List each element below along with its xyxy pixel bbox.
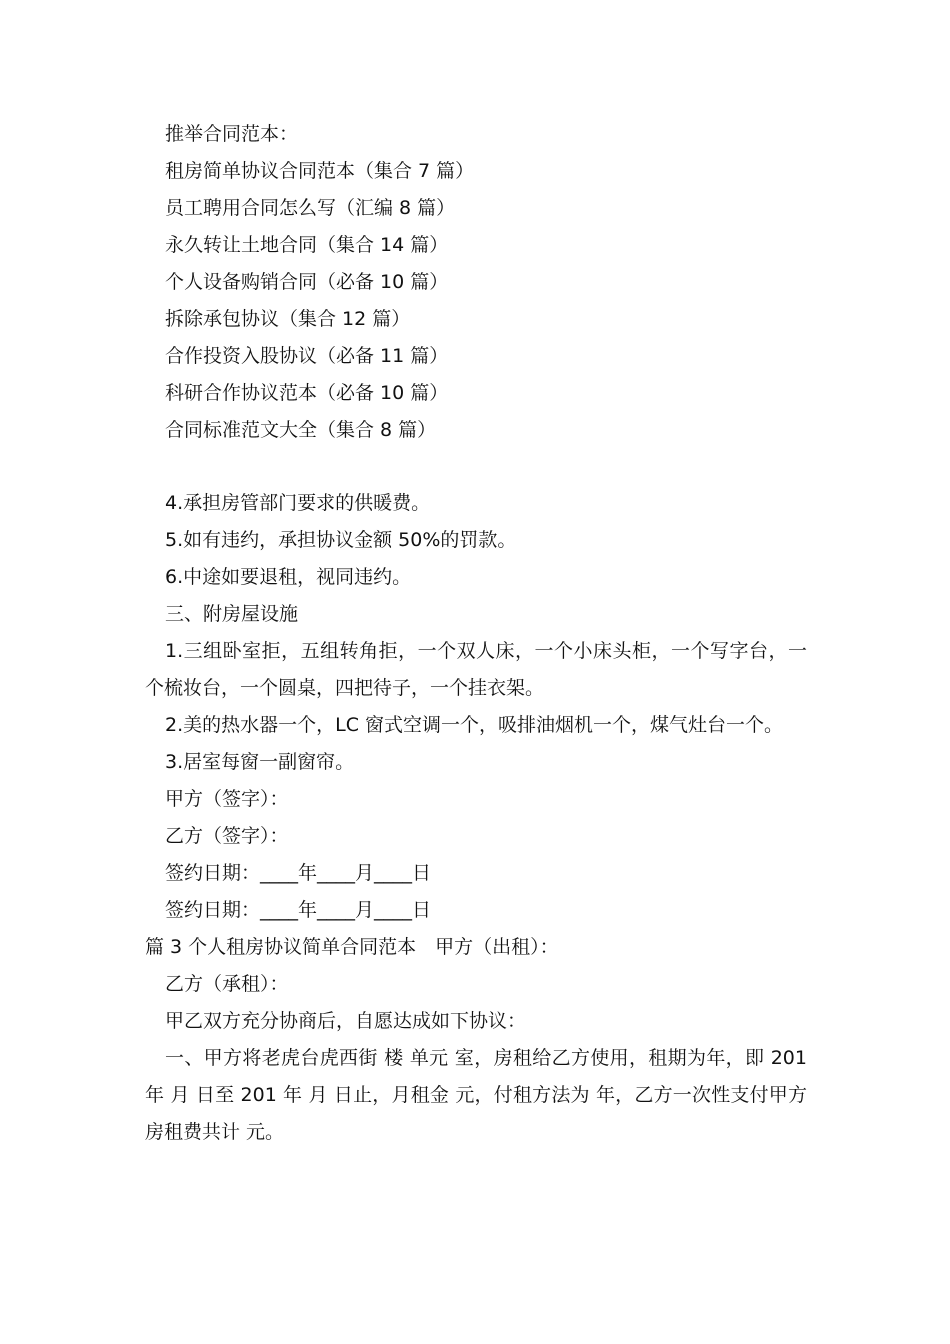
facilities-curtains: 3.居室每窗一副窗帘。 [165,751,355,773]
recommend-link-8[interactable]: 合同标准范文大全（集合 8 篇） [165,419,437,441]
facilities-furniture: 1.三组卧室拒，五组转角拒，一个双人床，一个小床头柜，一个写字台，一个梳妆台，一个圆桌，四把待子，一个挂衣架。 [145,640,807,699]
recommend-link-1[interactable]: 租房简单协议合同范本（集合 7 篇） [165,160,475,182]
clause-penalty: 5.如有违约，承担协议金额 50%的罚款。 [165,529,517,551]
clause-early-termination: 6.中途如要退租，视同违约。 [165,566,412,588]
agreement-intro: 甲乙双方充分协商后，自愿达成如下协议： [165,1010,527,1032]
party-b-lessee: 乙方（承租）： [165,973,289,995]
section-facilities-heading: 三、附房屋设施 [165,603,299,625]
clause-heating-fee: 4.承担房管部门要求的供暖费。 [165,492,431,514]
recommend-link-7[interactable]: 科研合作协议范本（必备 10 篇） [165,382,449,404]
clause-1-lease-terms: 一、甲方将老虎台虎西街 楼 单元 室，房租给乙方使用，租期为年，即 201 年 月 日至 201 年 月 日止，月租金 元，付租方法为 年，乙方一次性支付甲方房租费共计 元。 [145,1047,807,1143]
party-b-signature: 乙方（签字）： [165,825,289,847]
article-3-title: 篇 3 个人租房协议简单合同范本 甲方（出租）： [145,936,559,958]
recommend-link-3[interactable]: 永久转让土地合同（集合 14 篇） [165,234,449,256]
facilities-appliances: 2.美的热水器一个，LC 窗式空调一个，吸排油烟机一个，煤气灶台一个。 [165,714,784,736]
spacer [145,449,807,485]
recommend-link-4[interactable]: 个人设备购销合同（必备 10 篇） [165,271,449,293]
recommend-link-2[interactable]: 员工聘用合同怎么写（汇编 8 篇） [165,197,456,219]
recommend-heading: 推举合同范本： [165,123,299,145]
signing-date-2: 签约日期：____年____月____日 [165,899,432,921]
recommend-link-6[interactable]: 合作投资入股协议（必备 11 篇） [165,345,449,367]
signing-date-1: 签约日期：____年____月____日 [165,862,432,884]
party-a-signature: 甲方（签字）： [165,788,289,810]
recommend-link-5[interactable]: 拆除承包协议（集合 12 篇） [165,308,411,330]
document-content [145,116,807,1151]
